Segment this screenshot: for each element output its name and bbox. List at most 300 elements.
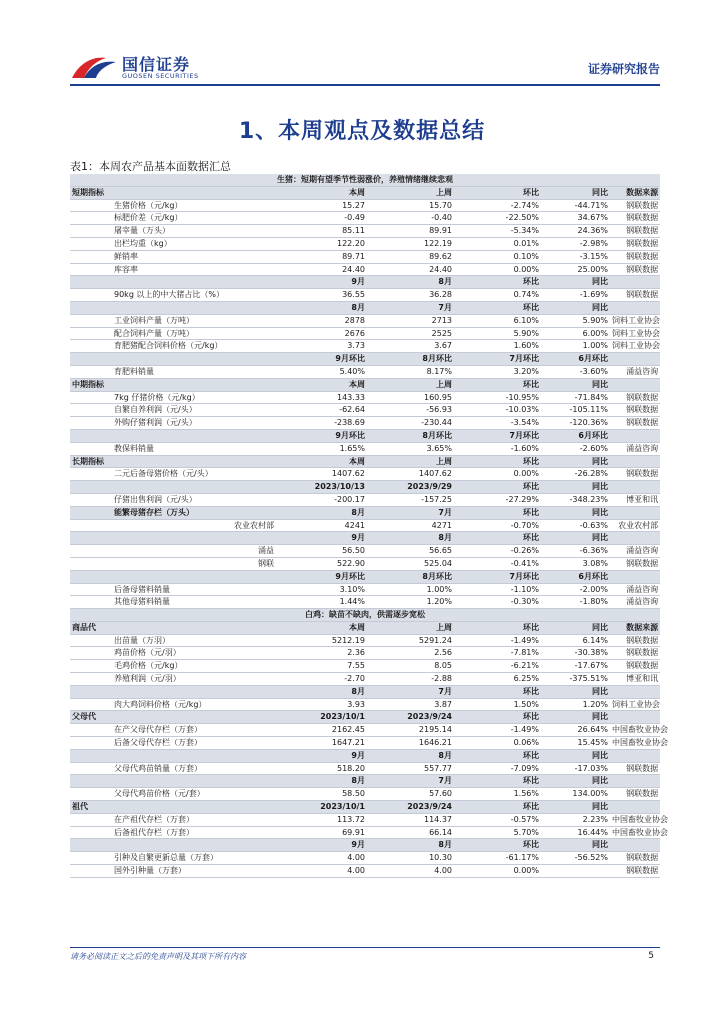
value-previous: 2023/9/24 [367, 711, 454, 724]
data-source [610, 455, 660, 468]
table-row [70, 250, 660, 263]
indicator-category [70, 314, 108, 327]
change-yoy: 同比 [541, 685, 610, 698]
change-yoy: 同比 [541, 455, 610, 468]
change-mom: -5.34% [454, 225, 541, 238]
data-source [610, 839, 660, 852]
indicator-category [70, 749, 108, 762]
table-row [70, 519, 660, 532]
table-row [70, 673, 660, 686]
table-row [70, 596, 660, 609]
table-subheader-row [70, 775, 660, 788]
data-source [610, 506, 660, 519]
value-current: -2.70 [280, 673, 367, 686]
change-mom: -7.81% [454, 647, 541, 660]
indicator-label: 出栏均重（kg） [108, 237, 280, 250]
value-current: -62.64 [280, 404, 367, 417]
change-mom: 环比 [454, 301, 541, 314]
indicator-label: 引种及自繁更新总量（万套） [108, 852, 280, 865]
data-source [610, 749, 660, 762]
value-previous: 56.65 [367, 545, 454, 558]
table-row [70, 660, 660, 673]
change-yoy: 6月环比 [541, 429, 610, 442]
value-current: -200.17 [280, 493, 367, 506]
data-source: 钢联数据 [610, 289, 660, 302]
table-row [70, 493, 660, 506]
change-yoy: -56.52% [541, 852, 610, 865]
change-yoy: -2.00% [541, 583, 610, 596]
value-current: 113.72 [280, 813, 367, 826]
value-current: -238.69 [280, 417, 367, 430]
table-row [70, 289, 660, 302]
data-source: 钢联数据 [610, 417, 660, 430]
value-previous: 8月环比 [367, 353, 454, 366]
change-yoy: -44.71% [541, 199, 610, 212]
indicator-label: 毛鸡价格（元/kg） [108, 660, 280, 673]
change-mom: -61.17% [454, 852, 541, 865]
change-yoy: 同比 [541, 749, 610, 762]
indicator-label [108, 711, 280, 724]
change-mom: 环比 [454, 481, 541, 494]
indicator-category [70, 647, 108, 660]
indicator-category [70, 634, 108, 647]
table-row [70, 545, 660, 558]
data-source: 博亚和讯 [610, 493, 660, 506]
value-current: 1.44% [280, 596, 367, 609]
change-mom: 环比 [454, 685, 541, 698]
value-current: 24.40 [280, 263, 367, 276]
data-source [610, 276, 660, 289]
data-source [610, 801, 660, 814]
indicator-label: 钢联 [108, 557, 280, 570]
table-row [70, 852, 660, 865]
change-mom: 环比 [454, 711, 541, 724]
table-row [70, 813, 660, 826]
logo-name-cn: 国信证券 [122, 55, 191, 74]
table-subheader-row [70, 378, 660, 391]
indicator-label: 后备父母代存栏（万套） [108, 737, 280, 750]
section-heading: 生猪：短期有望季节性弱涨价，养殖情绪继续悲观 [70, 174, 660, 186]
value-previous: 上周 [367, 621, 454, 634]
table-subheader-row [70, 685, 660, 698]
change-mom: 环比 [454, 621, 541, 634]
indicator-category [70, 545, 108, 558]
data-source: 涌益咨询 [610, 596, 660, 609]
change-mom: -0.26% [454, 545, 541, 558]
change-mom: -1.49% [454, 724, 541, 737]
indicator-label: 教保料销量 [108, 442, 280, 455]
change-mom: 1.50% [454, 698, 541, 711]
data-source: 中国畜牧业协会 [610, 737, 660, 750]
indicator-category [70, 289, 108, 302]
change-yoy: 1.20% [541, 698, 610, 711]
indicator-label: 90kg 以上的中大猪占比（%） [108, 289, 280, 302]
footer-disclaimer: 请务必阅读正文之后的免责声明及其项下所有内容 [70, 952, 246, 961]
data-source: 钢联数据 [610, 647, 660, 660]
indicator-category [70, 532, 108, 545]
indicator-label [108, 621, 280, 634]
table-subheader-row [70, 481, 660, 494]
change-yoy: 16.44% [541, 826, 610, 839]
table-row [70, 762, 660, 775]
indicator-label: 在产祖代存栏（万套） [108, 813, 280, 826]
data-source: 钢联数据 [610, 391, 660, 404]
indicator-category: 父母代 [70, 711, 108, 724]
value-current: 36.55 [280, 289, 367, 302]
data-source: 饲料工业协会 [610, 698, 660, 711]
change-mom: -1.49% [454, 634, 541, 647]
change-mom: -27.29% [454, 493, 541, 506]
change-mom: -10.03% [454, 404, 541, 417]
change-mom: 0.01% [454, 237, 541, 250]
indicator-label [108, 532, 280, 545]
indicator-label: 库容率 [108, 263, 280, 276]
data-source [610, 301, 660, 314]
value-previous: 3.87 [367, 698, 454, 711]
change-mom: -3.54% [454, 417, 541, 430]
value-current: 2023/10/1 [280, 711, 367, 724]
data-source: 钢联数据 [610, 865, 660, 878]
indicator-category [70, 481, 108, 494]
value-current: 69.91 [280, 826, 367, 839]
data-source: 饲料工业协会 [610, 327, 660, 340]
data-source [610, 532, 660, 545]
change-yoy: -348.23% [541, 493, 610, 506]
value-current: 4241 [280, 519, 367, 532]
value-current: 518.20 [280, 762, 367, 775]
table-row [70, 557, 660, 570]
data-source [610, 685, 660, 698]
table-subheader-row [70, 801, 660, 814]
table-subheader-row [70, 749, 660, 762]
value-previous: 2023/9/29 [367, 481, 454, 494]
change-yoy: 34.67% [541, 212, 610, 225]
indicator-label [108, 455, 280, 468]
change-mom: 环比 [454, 455, 541, 468]
change-mom: 0.06% [454, 737, 541, 750]
table-row [70, 314, 660, 327]
change-yoy: 5.90% [541, 314, 610, 327]
indicator-category: 祖代 [70, 801, 108, 814]
change-mom: -0.57% [454, 813, 541, 826]
table-row [70, 391, 660, 404]
indicator-label: 养殖利润（元/羽） [108, 673, 280, 686]
value-current: 9月 [280, 276, 367, 289]
change-mom: 0.00% [454, 263, 541, 276]
change-mom: 5.70% [454, 826, 541, 839]
value-current: 1.65% [280, 442, 367, 455]
change-yoy [541, 865, 610, 878]
change-mom: -2.74% [454, 199, 541, 212]
data-source [610, 481, 660, 494]
data-source [610, 429, 660, 442]
table-section-header [70, 174, 660, 186]
data-source: 钢联数据 [610, 225, 660, 238]
indicator-category [70, 506, 108, 519]
data-source [610, 353, 660, 366]
value-previous: 8月 [367, 749, 454, 762]
change-mom: 7月环比 [454, 429, 541, 442]
value-current: 7.55 [280, 660, 367, 673]
data-source: 钢联数据 [610, 237, 660, 250]
value-current: 3.73 [280, 340, 367, 353]
change-mom: -10.95% [454, 391, 541, 404]
value-current: 522.90 [280, 557, 367, 570]
value-current: 89.71 [280, 250, 367, 263]
value-previous: 3.65% [367, 442, 454, 455]
change-mom: 1.56% [454, 788, 541, 801]
value-previous: 2713 [367, 314, 454, 327]
change-mom: 环比 [454, 276, 541, 289]
table-row [70, 199, 660, 212]
data-source: 涌益咨询 [610, 442, 660, 455]
indicator-category [70, 775, 108, 788]
data-source [610, 378, 660, 391]
indicator-label [108, 378, 280, 391]
indicator-label: 外购仔猪利润（元/头） [108, 417, 280, 430]
change-yoy: -0.63% [541, 519, 610, 532]
report-type-label: 证券研究报告 [587, 62, 660, 76]
indicator-category [70, 724, 108, 737]
change-yoy: 3.08% [541, 557, 610, 570]
table-row [70, 788, 660, 801]
table-section-header [70, 609, 660, 622]
change-yoy: 2.23% [541, 813, 610, 826]
value-current: 本周 [280, 455, 367, 468]
data-source: 钢联数据 [610, 852, 660, 865]
data-source: 钢联数据 [610, 762, 660, 775]
indicator-label [108, 429, 280, 442]
value-previous: 上周 [367, 455, 454, 468]
value-current: 3.10% [280, 583, 367, 596]
data-source: 数据来源 [610, 186, 660, 199]
indicator-label [108, 570, 280, 583]
value-previous: 4.00 [367, 865, 454, 878]
data-source: 钢联数据 [610, 199, 660, 212]
table-row [70, 468, 660, 481]
value-previous: 557.77 [367, 762, 454, 775]
change-mom: -22.50% [454, 212, 541, 225]
change-yoy: 同比 [541, 506, 610, 519]
change-yoy: 1.00% [541, 340, 610, 353]
value-current: 本周 [280, 186, 367, 199]
table-subheader-row [70, 570, 660, 583]
data-source: 钢联数据 [610, 404, 660, 417]
table-row [70, 634, 660, 647]
indicator-label: 国外引种量（万套） [108, 865, 280, 878]
indicator-category [70, 225, 108, 238]
indicator-label: 后备母猪料销量 [108, 583, 280, 596]
value-previous: 1.20% [367, 596, 454, 609]
indicator-label [108, 353, 280, 366]
indicator-label: 出苗量（万羽） [108, 634, 280, 647]
table-row [70, 340, 660, 353]
indicator-category [70, 340, 108, 353]
change-yoy: -105.11% [541, 404, 610, 417]
change-mom: -1.60% [454, 442, 541, 455]
indicator-category [70, 762, 108, 775]
indicator-label [108, 685, 280, 698]
change-mom: 5.90% [454, 327, 541, 340]
value-current: 3.93 [280, 698, 367, 711]
data-source: 中国畜牧业协会 [610, 724, 660, 737]
value-previous: -0.40 [367, 212, 454, 225]
data-source: 钢联数据 [610, 212, 660, 225]
value-previous: 8月 [367, 276, 454, 289]
value-previous: 上周 [367, 186, 454, 199]
change-mom: 7月环比 [454, 570, 541, 583]
change-yoy: -30.38% [541, 647, 610, 660]
section-heading: 白鸡：缺苗不缺肉，供需逐步宽松 [70, 609, 660, 622]
indicator-category [70, 570, 108, 583]
indicator-category [70, 276, 108, 289]
indicator-category [70, 788, 108, 801]
indicator-category [70, 250, 108, 263]
indicator-label: 涌益 [108, 545, 280, 558]
data-summary-table [70, 174, 668, 878]
change-yoy: 同比 [541, 839, 610, 852]
change-mom: 7月环比 [454, 353, 541, 366]
data-source: 钢联数据 [610, 263, 660, 276]
value-previous: 15.70 [367, 199, 454, 212]
change-mom: 0.00% [454, 468, 541, 481]
table-subheader-row [70, 455, 660, 468]
change-yoy: 同比 [541, 481, 610, 494]
value-current: 9月 [280, 532, 367, 545]
value-current: 15.27 [280, 199, 367, 212]
table-subheader-row [70, 711, 660, 724]
value-previous: 122.19 [367, 237, 454, 250]
change-mom: 6.10% [454, 314, 541, 327]
change-yoy: 6月环比 [541, 353, 610, 366]
value-previous: 8月环比 [367, 570, 454, 583]
change-mom: -0.41% [454, 557, 541, 570]
logo-name-en: GUOSEN SECURITIES [122, 72, 199, 80]
indicator-label: 自繁自养利润（元/头） [108, 404, 280, 417]
value-current: 4.00 [280, 852, 367, 865]
indicator-category [70, 685, 108, 698]
value-previous: 1646.21 [367, 737, 454, 750]
data-source: 中国畜牧业协会 [610, 826, 660, 839]
indicator-label: 鸡苗价格（元/羽） [108, 647, 280, 660]
table-row [70, 583, 660, 596]
page-number: 5 [648, 951, 654, 961]
change-yoy: -6.36% [541, 545, 610, 558]
value-previous: 8月 [367, 532, 454, 545]
value-previous: 2195.14 [367, 724, 454, 737]
indicator-label: 屠宰量（万头） [108, 225, 280, 238]
data-source: 钢联数据 [610, 557, 660, 570]
value-previous: 8月 [367, 839, 454, 852]
value-previous: 7月 [367, 506, 454, 519]
value-previous: 8.17% [367, 365, 454, 378]
value-previous: 89.62 [367, 250, 454, 263]
table-row [70, 647, 660, 660]
data-source: 涌益咨询 [610, 365, 660, 378]
change-mom: 环比 [454, 775, 541, 788]
indicator-label: 后备祖代存栏（万套） [108, 826, 280, 839]
value-current: 9月环比 [280, 429, 367, 442]
change-mom: 环比 [454, 839, 541, 852]
value-previous: 24.40 [367, 263, 454, 276]
change-yoy: -375.51% [541, 673, 610, 686]
table-row [70, 698, 660, 711]
value-previous: 36.28 [367, 289, 454, 302]
indicator-category [70, 557, 108, 570]
table-row [70, 417, 660, 430]
table-row [70, 212, 660, 225]
change-mom: 环比 [454, 532, 541, 545]
value-current: 2.36 [280, 647, 367, 660]
table-subheader-row [70, 353, 660, 366]
indicator-category [70, 493, 108, 506]
change-yoy: -2.98% [541, 237, 610, 250]
value-previous: 160.95 [367, 391, 454, 404]
value-previous: 2023/9/24 [367, 801, 454, 814]
change-yoy: 同比 [541, 775, 610, 788]
change-yoy: -1.69% [541, 289, 610, 302]
data-summary-table-container [70, 174, 668, 878]
footer-divider [70, 947, 660, 948]
indicator-category [70, 468, 108, 481]
value-previous: 525.04 [367, 557, 454, 570]
value-current: 2023/10/13 [280, 481, 367, 494]
indicator-label: 在产父母代存栏（万套） [108, 724, 280, 737]
value-current: 58.50 [280, 788, 367, 801]
table-row [70, 237, 660, 250]
table-row [70, 737, 660, 750]
table-row [70, 327, 660, 340]
indicator-label [108, 749, 280, 762]
data-source: 涌益咨询 [610, 583, 660, 596]
value-previous: 8月环比 [367, 429, 454, 442]
page-header [70, 50, 660, 84]
indicator-label: 父母代鸡苗销量（万套） [108, 762, 280, 775]
table-subheader-row [70, 429, 660, 442]
change-mom: 0.00% [454, 865, 541, 878]
data-source: 钢联数据 [610, 634, 660, 647]
data-source: 涌益咨询 [610, 545, 660, 558]
indicator-category [70, 404, 108, 417]
indicator-category [70, 698, 108, 711]
indicator-label: 仔猪出售利润（元/头） [108, 493, 280, 506]
change-yoy: 25.00% [541, 263, 610, 276]
change-mom: -0.70% [454, 519, 541, 532]
table-row [70, 404, 660, 417]
change-mom: 环比 [454, 378, 541, 391]
indicator-category [70, 327, 108, 340]
value-previous: -2.88 [367, 673, 454, 686]
table-row [70, 263, 660, 276]
change-yoy: 同比 [541, 186, 610, 199]
data-source: 农业农村部 [610, 519, 660, 532]
value-previous: -56.93 [367, 404, 454, 417]
indicator-label [108, 186, 280, 199]
change-mom: -0.30% [454, 596, 541, 609]
indicator-label: 能繁母猪存栏（万头） [108, 506, 280, 519]
change-mom: 3.20% [454, 365, 541, 378]
change-yoy: 134.00% [541, 788, 610, 801]
change-yoy: 6.00% [541, 327, 610, 340]
indicator-category [70, 813, 108, 826]
data-source: 钢联数据 [610, 788, 660, 801]
indicator-label: 父母代鸡苗价格（元/套） [108, 788, 280, 801]
data-source: 中国畜牧业协会 [610, 813, 660, 826]
indicator-category [70, 237, 108, 250]
change-yoy: 6月环比 [541, 570, 610, 583]
indicator-label: 7kg 仔猪价格（元/kg） [108, 391, 280, 404]
indicator-category: 长期指标 [70, 455, 108, 468]
